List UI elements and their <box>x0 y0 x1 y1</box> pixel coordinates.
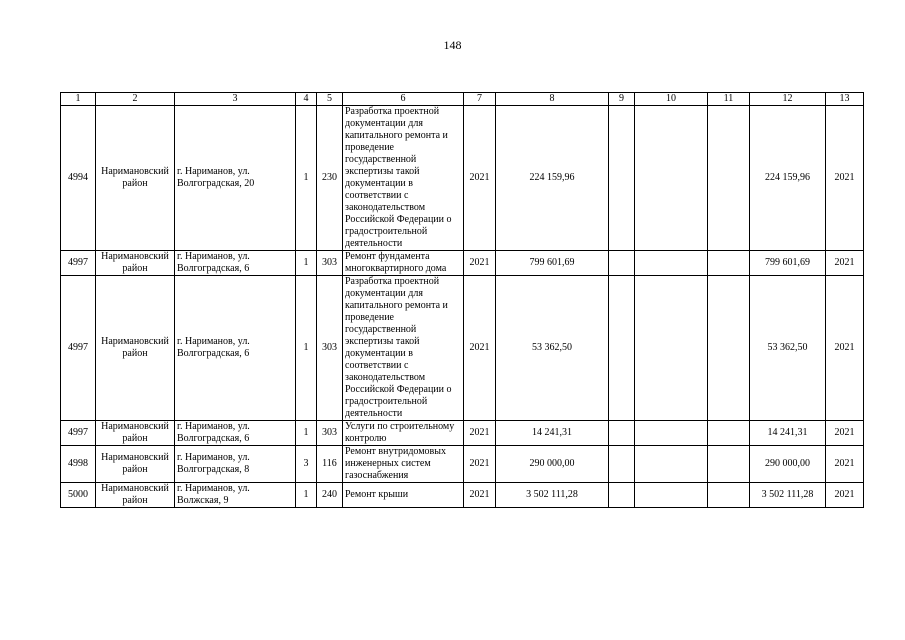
table-row <box>61 276 864 421</box>
column-4-cell: 3 <box>296 446 317 483</box>
column-11-cell <box>708 251 750 276</box>
column-9-cell <box>609 483 635 508</box>
address-cell: г. Нариманов, ул. Волгоградская, 6 <box>175 276 296 421</box>
work-type-cell: Услуги по строительному контролю <box>343 421 464 446</box>
column-header: 6 <box>343 93 464 106</box>
column-9-cell <box>609 106 635 251</box>
district-cell: Наримановский район <box>96 421 175 446</box>
column-11-cell <box>708 446 750 483</box>
table-row <box>61 251 864 276</box>
column-header: 8 <box>496 93 609 106</box>
column-5-cell: 116 <box>317 446 343 483</box>
address-cell: г. Нариманов, ул. Волжская, 9 <box>175 483 296 508</box>
column-header: 12 <box>750 93 826 106</box>
total-cost-cell: 224 159,96 <box>496 106 609 251</box>
work-type-cell: Ремонт внутридомовых инженерных систем газоснабжения <box>343 446 464 483</box>
total-cost-cell: 799 601,69 <box>496 251 609 276</box>
district-cell: Наримановский район <box>96 276 175 421</box>
column-4-cell: 1 <box>296 421 317 446</box>
year-cell: 2021 <box>464 421 496 446</box>
row-number-cell: 4997 <box>61 276 96 421</box>
column-5-cell: 303 <box>317 251 343 276</box>
column-9-cell <box>609 251 635 276</box>
column-9-cell <box>609 421 635 446</box>
column-12-cell: 14 241,31 <box>750 421 826 446</box>
work-type-cell: Разработка проектной документации для капитального ремонта и проведение государственной экспертизы такой документации в соответствии с законодательством Российской Федерации о градостроительной деятельности <box>343 106 464 251</box>
address-cell: г. Нариманов, ул. Волгоградская, 6 <box>175 421 296 446</box>
column-13-cell: 2021 <box>826 483 864 508</box>
column-4-cell: 1 <box>296 483 317 508</box>
column-5-cell: 240 <box>317 483 343 508</box>
column-5-cell: 303 <box>317 421 343 446</box>
column-10-cell <box>635 106 708 251</box>
year-cell: 2021 <box>464 483 496 508</box>
column-header: 4 <box>296 93 317 106</box>
register-table <box>60 92 864 508</box>
address-cell: г. Нариманов, ул. Волгоградская, 6 <box>175 251 296 276</box>
column-13-cell: 2021 <box>826 251 864 276</box>
page-number: 148 <box>443 38 462 52</box>
column-10-cell <box>635 276 708 421</box>
column-4-cell: 1 <box>296 276 317 421</box>
address-cell: г. Нариманов, ул. Волгоградская, 20 <box>175 106 296 251</box>
row-number-cell: 4998 <box>61 446 96 483</box>
table-row <box>61 446 864 483</box>
row-number-cell: 4997 <box>61 421 96 446</box>
column-10-cell <box>635 421 708 446</box>
district-cell: Наримановский район <box>96 106 175 251</box>
column-5-cell: 303 <box>317 276 343 421</box>
column-12-cell: 224 159,96 <box>750 106 826 251</box>
column-9-cell <box>609 276 635 421</box>
column-11-cell <box>708 483 750 508</box>
column-header: 10 <box>635 93 708 106</box>
row-number-cell: 4994 <box>61 106 96 251</box>
district-cell: Наримановский район <box>96 251 175 276</box>
total-cost-cell: 290 000,00 <box>496 446 609 483</box>
column-header: 9 <box>609 93 635 106</box>
column-header: 1 <box>61 93 96 106</box>
work-type-cell: Разработка проектной документации для капитального ремонта и проведение государственной экспертизы такой документации в соответствии с законодательством Российской Федерации о градостроительной деятельности <box>343 276 464 421</box>
column-11-cell <box>708 421 750 446</box>
column-header: 3 <box>175 93 296 106</box>
year-cell: 2021 <box>464 106 496 251</box>
district-cell: Наримановский район <box>96 483 175 508</box>
column-header: 11 <box>708 93 750 106</box>
row-number-cell: 5000 <box>61 483 96 508</box>
column-9-cell <box>609 446 635 483</box>
column-12-cell: 53 362,50 <box>750 276 826 421</box>
column-13-cell: 2021 <box>826 446 864 483</box>
district-cell: Наримановский район <box>96 446 175 483</box>
table-row <box>61 106 864 251</box>
work-type-cell: Ремонт крыши <box>343 483 464 508</box>
column-4-cell: 1 <box>296 251 317 276</box>
column-header: 13 <box>826 93 864 106</box>
column-10-cell <box>635 251 708 276</box>
column-13-cell: 2021 <box>826 421 864 446</box>
header-row <box>61 93 864 106</box>
address-cell: г. Нариманов, ул. Волгоградская, 8 <box>175 446 296 483</box>
year-cell: 2021 <box>464 251 496 276</box>
column-12-cell: 799 601,69 <box>750 251 826 276</box>
work-type-cell: Ремонт фундамента многоквартирного дома <box>343 251 464 276</box>
table-row <box>61 421 864 446</box>
column-10-cell <box>635 446 708 483</box>
row-number-cell: 4997 <box>61 251 96 276</box>
column-4-cell: 1 <box>296 106 317 251</box>
total-cost-cell: 53 362,50 <box>496 276 609 421</box>
column-13-cell: 2021 <box>826 106 864 251</box>
table-row <box>61 483 864 508</box>
column-13-cell: 2021 <box>826 276 864 421</box>
total-cost-cell: 14 241,31 <box>496 421 609 446</box>
year-cell: 2021 <box>464 446 496 483</box>
column-11-cell <box>708 276 750 421</box>
column-5-cell: 230 <box>317 106 343 251</box>
column-10-cell <box>635 483 708 508</box>
column-12-cell: 290 000,00 <box>750 446 826 483</box>
column-12-cell: 3 502 111,28 <box>750 483 826 508</box>
column-header: 7 <box>464 93 496 106</box>
column-11-cell <box>708 106 750 251</box>
column-header: 2 <box>96 93 175 106</box>
column-header: 5 <box>317 93 343 106</box>
total-cost-cell: 3 502 111,28 <box>496 483 609 508</box>
year-cell: 2021 <box>464 276 496 421</box>
